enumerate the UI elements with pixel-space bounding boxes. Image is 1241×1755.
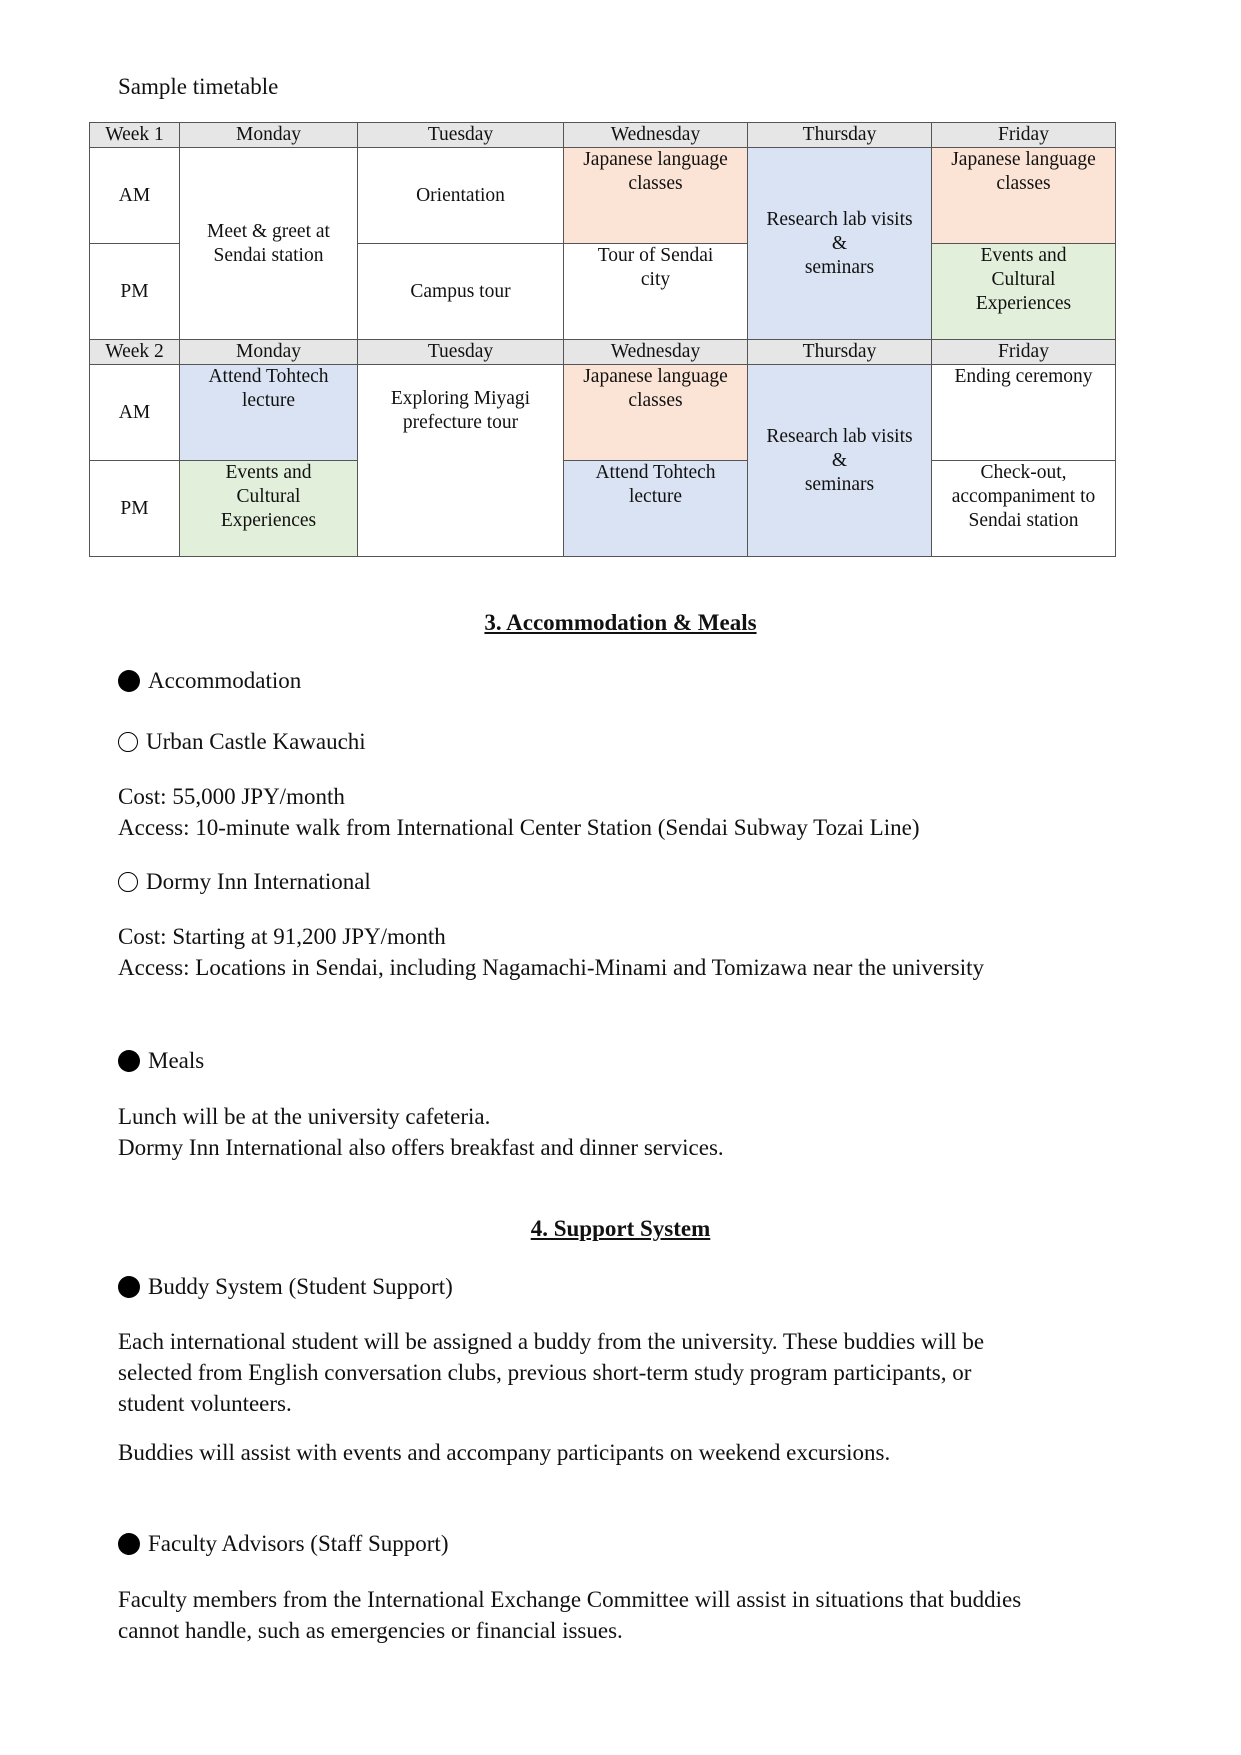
accommodation-option-1 (118, 726, 366, 757)
bullet-text: Faculty Advisors (Staff Support) (148, 1531, 449, 1556)
timetable-cell: Orientation (358, 148, 564, 244)
timetable-cell: Ending ceremony (932, 365, 1116, 461)
filled-bullet-icon (118, 1050, 140, 1072)
timetable-cell: Japanese language classes (564, 365, 748, 461)
bullet-text: Meals (148, 1048, 205, 1073)
section-heading-support: 4. Support System (530, 1216, 711, 1241)
section-heading-accommodation: 3. Accommodation & Meals (484, 610, 757, 635)
timetable-cell: Research lab visits & seminars (748, 148, 932, 340)
buddy-text-line: student volunteers. (118, 1391, 292, 1416)
timetable-cell: Attend Tohtech lecture (564, 461, 748, 557)
timetable-cell: Attend Tohtech lecture (180, 365, 358, 461)
bullet-text: Dormy Inn International (146, 869, 371, 894)
meals-title (118, 1045, 204, 1076)
timetable-cell: Events and Cultural Experiences (180, 461, 358, 557)
day-header: Friday (932, 340, 1116, 365)
filled-bullet-icon (118, 670, 140, 692)
faculty-text-line: Faculty members from the International Exchange Committee will assist in situations that buddies (118, 1587, 1022, 1612)
day-header: Tuesday (358, 123, 564, 148)
filled-bullet-icon (118, 1533, 140, 1555)
day-header: Thursday (748, 340, 932, 365)
timetable-cell: Tour of Sendai city (564, 244, 748, 340)
meals-text-line: Lunch will be at the university cafeteria. (118, 1104, 491, 1129)
slot-label: PM (90, 244, 180, 340)
sample-timetable (89, 122, 1116, 557)
slot-label: PM (90, 461, 180, 557)
option2-access: Access: Locations in Sendai, including Nagamachi-Minami and Tomizawa near the university (118, 955, 984, 980)
bullet-text: Urban Castle Kawauchi (146, 729, 366, 754)
bullet-text: Buddy System (Student Support) (148, 1274, 453, 1299)
timetable-cell: Japanese language classes (564, 148, 748, 244)
week1-am-row (90, 148, 1116, 244)
day-header: Friday (932, 123, 1116, 148)
bullet-text: Accommodation (148, 668, 302, 693)
faculty-advisors-title (118, 1528, 448, 1559)
accommodation-option-2 (118, 866, 371, 897)
open-bullet-icon (118, 732, 138, 752)
accommodation-title (118, 665, 301, 696)
slot-label: AM (90, 365, 180, 461)
week2-header-row (90, 340, 1116, 365)
meals-text-line: Dormy Inn International also offers breakfast and dinner services. (118, 1135, 724, 1160)
week-label: Week 2 (90, 340, 180, 365)
timetable-cell: Campus tour (358, 244, 564, 340)
option1-access: Access: 10-minute walk from International Center Station (Sendai Subway Tozai Line) (118, 815, 920, 840)
faculty-text-line: cannot handle, such as emergencies or financial issues. (118, 1618, 623, 1643)
timetable-cell: Exploring Miyagi prefecture tour (358, 365, 564, 557)
timetable-cell: Check-out, accompaniment to Sendai station (932, 461, 1116, 557)
day-header: Tuesday (358, 340, 564, 365)
buddy-text-paragraph: Buddies will assist with events and accompany participants on weekend excursions. (118, 1440, 891, 1465)
option2-cost: Cost: Starting at 91,200 JPY/month (118, 924, 446, 949)
timetable-caption: Sample timetable (118, 74, 279, 99)
filled-bullet-icon (118, 1276, 140, 1298)
day-header: Wednesday (564, 123, 748, 148)
week1-header-row (90, 123, 1116, 148)
buddy-text-line: selected from English conversation clubs, previous short-term study program participants, or (118, 1360, 972, 1385)
day-header: Wednesday (564, 340, 748, 365)
slot-label: AM (90, 148, 180, 244)
timetable-cell: Japanese language classes (932, 148, 1116, 244)
timetable-cell: Research lab visits & seminars (748, 365, 932, 557)
week2-am-row (90, 365, 1116, 461)
option1-cost: Cost: 55,000 JPY/month (118, 784, 345, 809)
day-header: Thursday (748, 123, 932, 148)
week-label: Week 1 (90, 123, 180, 148)
buddy-system-title (118, 1271, 453, 1302)
day-header: Monday (180, 340, 358, 365)
timetable-cell: Meet & greet at Sendai station (180, 148, 358, 340)
week2-pm-row (90, 461, 1116, 557)
open-bullet-icon (118, 872, 138, 892)
buddy-text-line: Each international student will be assigned a buddy from the university. These buddies will be (118, 1329, 985, 1354)
timetable-cell: Events and Cultural Experiences (932, 244, 1116, 340)
day-header: Monday (180, 123, 358, 148)
